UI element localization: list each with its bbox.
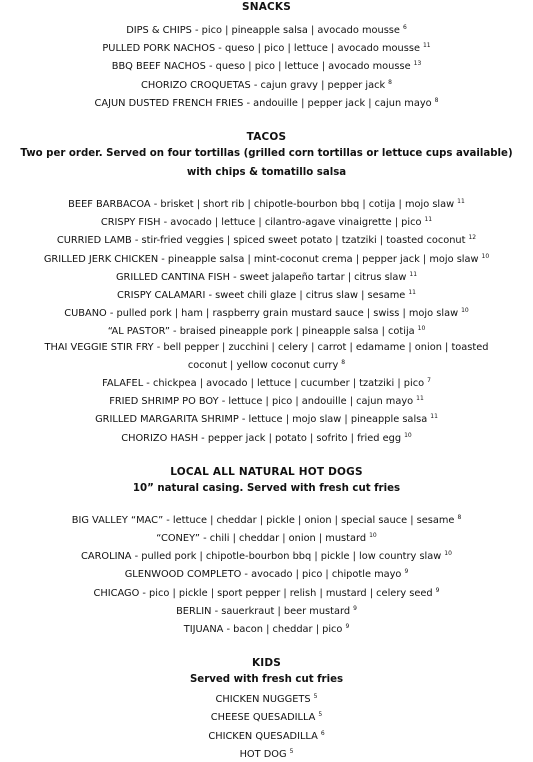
menu-item-price: 11	[457, 198, 465, 206]
menu-item-price: 9	[404, 568, 409, 576]
menu-item-price: 10	[404, 431, 412, 439]
menu-item	[0, 38, 533, 56]
menu-item-description: CHEESE QUESADILLA	[210, 712, 316, 724]
hotdogs-title: LOCAL ALL NATURAL HOT DOGS	[170, 465, 363, 478]
menu-item-price: 11	[416, 395, 424, 403]
menu-item-description: FRIED SHRIMP PO BOY - lettuce | pico | andouille | cajun mayo	[109, 396, 414, 408]
menu-item-price: 5	[313, 693, 318, 701]
menu-item-description: CAROLINA - pulled pork | chipotle-bourbon bbq | pickle | low country slaw	[81, 551, 442, 563]
menu-item-price: 11	[408, 289, 416, 297]
menu-item-price: 9	[435, 586, 440, 594]
menu-item	[0, 267, 533, 285]
menu-item	[0, 744, 533, 762]
menu-item-description: GRILLED MARGARITA SHRIMP - lettuce | mojo slaw | pineapple salsa	[95, 414, 428, 426]
menu-item-description: GRILLED JERK CHICKEN - pineapple salsa | mint-coconut crema | pepper jack | mojo slaw	[43, 253, 479, 265]
tacos-subtitle-line-2: with chips & tomatillo salsa	[186, 167, 347, 179]
hotdogs-list	[0, 510, 533, 637]
menu-item-price: 8	[434, 96, 439, 104]
menu-item-price: 11	[409, 270, 418, 278]
menu-item-description: DIPS & CHIPS - pico | pineapple salsa | avocado mousse	[126, 25, 400, 36]
snacks-title: SNACKS	[241, 1, 292, 13]
menu-item-price: 10	[417, 325, 426, 333]
menu-item-description: BEEF BARBACOA - brisket | short rib | chipotle-bourbon bbq | cotija | mojo slaw	[68, 199, 455, 211]
menu-item	[0, 194, 533, 212]
menu-item-description: CUBANO - pulled pork | ham | raspberry grain mustard sauce | swiss | mojo slaw	[64, 308, 459, 320]
menu-item-price: 10	[444, 550, 452, 558]
menu-item-description: CURRIED LAMB - stir-fried veggies | spiced sweet potato | tzatziki | toasted coconut	[56, 235, 466, 247]
menu-item-price: 8	[457, 513, 462, 521]
menu-item-price: 11	[424, 216, 433, 224]
menu-item-description: “CONEY” - chili | cheddar | onion | mustard	[156, 533, 367, 545]
hotdogs-subtitle: 10” natural casing. Served with fresh cut fries	[132, 482, 401, 494]
kids-list	[0, 689, 533, 762]
menu-item-price: 11	[422, 42, 431, 50]
kids-section	[0, 657, 533, 762]
menu-item-price: 13	[413, 60, 422, 68]
menu-item-price: 8	[341, 358, 346, 366]
hotdogs-section	[0, 466, 533, 637]
menu-item-description: FALAFEL - chickpea | avocado | lettuce | cucumber | tzatziki | pico	[102, 378, 425, 390]
menu-item	[0, 230, 533, 248]
menu-item-description: CRISPY FISH - avocado | lettuce | cilantro-agave vinaigrette | pico	[100, 217, 422, 229]
menu-item	[0, 285, 533, 303]
menu-item-description: TIJUANA - bacon | cheddar | pico	[183, 624, 343, 636]
menu-item-price: 11	[430, 413, 438, 421]
menu-item	[0, 391, 533, 409]
menu-item	[0, 428, 533, 446]
menu-item-description: CHICAGO - pico | pickle | sport pepper | relish | mustard | celery seed	[93, 587, 433, 599]
menu-item	[0, 564, 533, 582]
menu-item	[0, 75, 533, 93]
menu-item	[0, 601, 533, 619]
kids-subtitle: Served with fresh cut fries	[189, 674, 344, 686]
menu-item	[0, 56, 533, 74]
menu-item-description: CHICKEN QUESADILLA	[208, 730, 318, 742]
menu-item	[0, 510, 533, 528]
menu-item	[0, 528, 533, 546]
menu-item-description: BIG VALLEY “MAC” - lettuce | cheddar | pickle | onion | special sauce | sesame	[71, 514, 455, 526]
menu-item-price: 6	[320, 729, 325, 737]
menu-item-description: BERLIN - sauerkraut | beer mustard	[176, 605, 351, 617]
menu-item-price: 8	[388, 78, 392, 86]
menu-item	[0, 93, 533, 111]
menu-item-price: 10	[481, 252, 490, 260]
tacos-section	[0, 131, 533, 446]
menu-item-description: CHORIZO CROQUETAS - cajun gravy | pepper jack	[141, 79, 386, 91]
menu-item-description: GLENWOOD COMPLETO - avocado | pico | chipotle mayo	[124, 569, 402, 581]
menu-item-price: 6	[402, 24, 407, 31]
menu-item	[0, 303, 533, 321]
menu-item-price: 9	[353, 604, 357, 612]
menu-item-description: THAI VEGGIE STIR FRY - bell pepper | zucchini | celery | carrot | edamame | onion | toasted coconut | yellow coconut curry	[44, 341, 489, 371]
menu-item	[0, 373, 533, 391]
menu-item-price: 12	[468, 234, 477, 242]
kids-title: KIDS	[251, 657, 282, 670]
menu-item-price: 10	[461, 307, 469, 315]
menu-item	[0, 707, 533, 725]
menu-item	[0, 726, 533, 744]
tacos-list	[0, 194, 533, 446]
menu-item	[0, 321, 533, 339]
menu-item	[0, 340, 533, 373]
menu-item	[0, 546, 533, 564]
menu-item-description: PULLED PORK NACHOS - queso | pico | lettuce | avocado mousse	[102, 43, 420, 55]
menu-item	[0, 583, 533, 601]
menu-item-description: “AL PASTOR” - braised pineapple pork | pineapple salsa | cotija	[107, 326, 415, 338]
menu-item-price: 5	[289, 747, 294, 755]
menu-item	[0, 619, 533, 637]
snacks-list	[0, 20, 533, 111]
menu-item-description: CAJUN DUSTED FRENCH FRIES - andouille | pepper jack | cajun mayo	[94, 97, 432, 109]
menu-item-description: CHICKEN NUGGETS	[215, 694, 311, 706]
menu-item	[0, 249, 533, 267]
snacks-section	[0, 1, 533, 111]
tacos-title: TACOS	[246, 131, 287, 144]
menu-item	[0, 212, 533, 230]
tacos-subtitle-line-1: Two per order. Served on four tortillas (grilled corn tortillas or lettuce cups available)	[20, 148, 513, 160]
menu-item-price: 5	[318, 711, 323, 719]
menu-item-description: GRILLED CANTINA FISH - sweet jalapeño tartar | citrus slaw	[115, 271, 407, 283]
menu-item	[0, 689, 533, 707]
menu-item-description: BBQ BEEF NACHOS - queso | pico | lettuce | avocado mousse	[111, 61, 411, 73]
menu-item-description: CRISPY CALAMARI - sweet chili glaze | citrus slaw | sesame	[117, 290, 406, 302]
menu-item-description: HOT DOG	[239, 748, 287, 760]
menu-item-description: CHORIZO HASH - pepper jack | potato | sofrito | fried egg	[121, 432, 402, 444]
menu-item	[0, 20, 533, 38]
menu-item-price: 9	[345, 623, 350, 631]
menu-item-price: 10	[369, 532, 377, 540]
menu-item-price: 7	[427, 377, 431, 385]
menu-item	[0, 409, 533, 427]
